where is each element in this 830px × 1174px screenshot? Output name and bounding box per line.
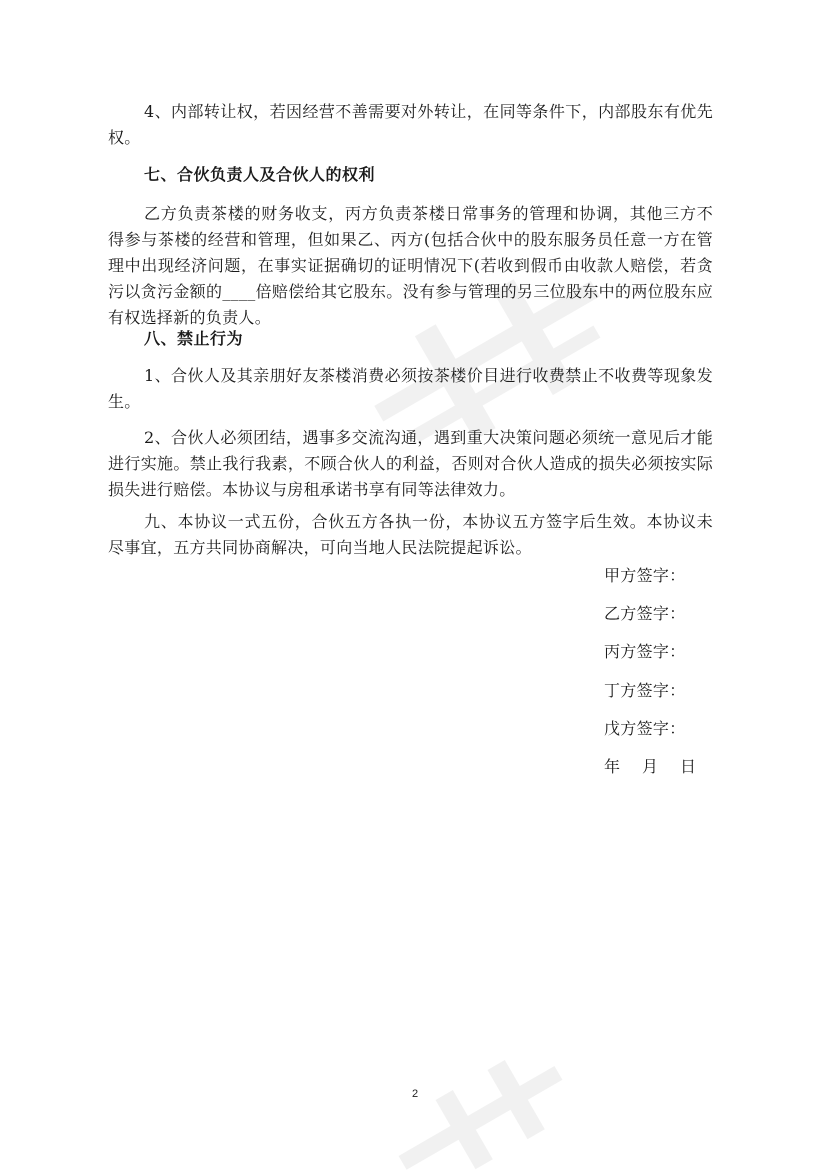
page-number: 2 bbox=[411, 1088, 419, 1100]
section-7-heading: 七、合伙负责人及合伙人的权利 bbox=[144, 165, 376, 184]
signature-ding: 丁方签字： bbox=[604, 680, 686, 700]
date-day: 日 bbox=[680, 756, 697, 776]
section-9-paragraph: 九、本协议一式五份，合伙五方各执一份，本协议五方签字后生效。本协议未尽事宜，五方共同协商解决，可向当地人民法院提起诉讼。 bbox=[108, 512, 713, 557]
signature-bing: 丙方签字： bbox=[604, 642, 686, 662]
date-month: 月 bbox=[642, 756, 659, 776]
clause-8-2-paragraph: 2、合伙人必须团结，遇事多交流沟通，遇到重大决策问题必须统一意见后才能进行实施。禁止我行我素，不顾合伙人的利益，否则对合伙人造成的损失必须按实际损失进行赔偿。本协议与房租承诺书享有同等法律效力。 bbox=[108, 428, 713, 499]
clause-4-paragraph: 4、内部转让权，若因经营不善需要对外转让，在同等条件下，内部股东有优先权。 bbox=[108, 102, 713, 147]
date-line bbox=[604, 755, 724, 779]
signature-wu: 戊方签字： bbox=[604, 718, 686, 738]
clause-8-1-paragraph: 1、合伙人及其亲朋好友茶楼消费必须按茶楼价目进行收费禁止不收费等现象发生。 bbox=[108, 366, 713, 411]
signature-yi: 乙方签字： bbox=[604, 604, 686, 624]
section-7-paragraph: 乙方负责茶楼的财务收支，丙方负责茶楼日常事务的管理和协调，其他三方不得参与茶楼的经营和管理，但如果乙、丙方(包括合伙中的股东服务员任意一方在管理中出现经济问题，在事实证据确切的证明情况下(若收到假币由收款人赔偿，若贪污以贪污金额的____倍赔偿给其它股东。没有参与管理的另三位股东中的两位股东应有权选择新的负责人。 bbox=[108, 204, 713, 327]
date-year: 年 bbox=[604, 756, 621, 776]
signature-jia: 甲方签字： bbox=[604, 566, 686, 585]
watermark-graphic-bottom bbox=[360, 1060, 600, 1174]
section-8-heading: 八、禁止行为 bbox=[144, 329, 244, 348]
signature-block bbox=[604, 564, 724, 779]
